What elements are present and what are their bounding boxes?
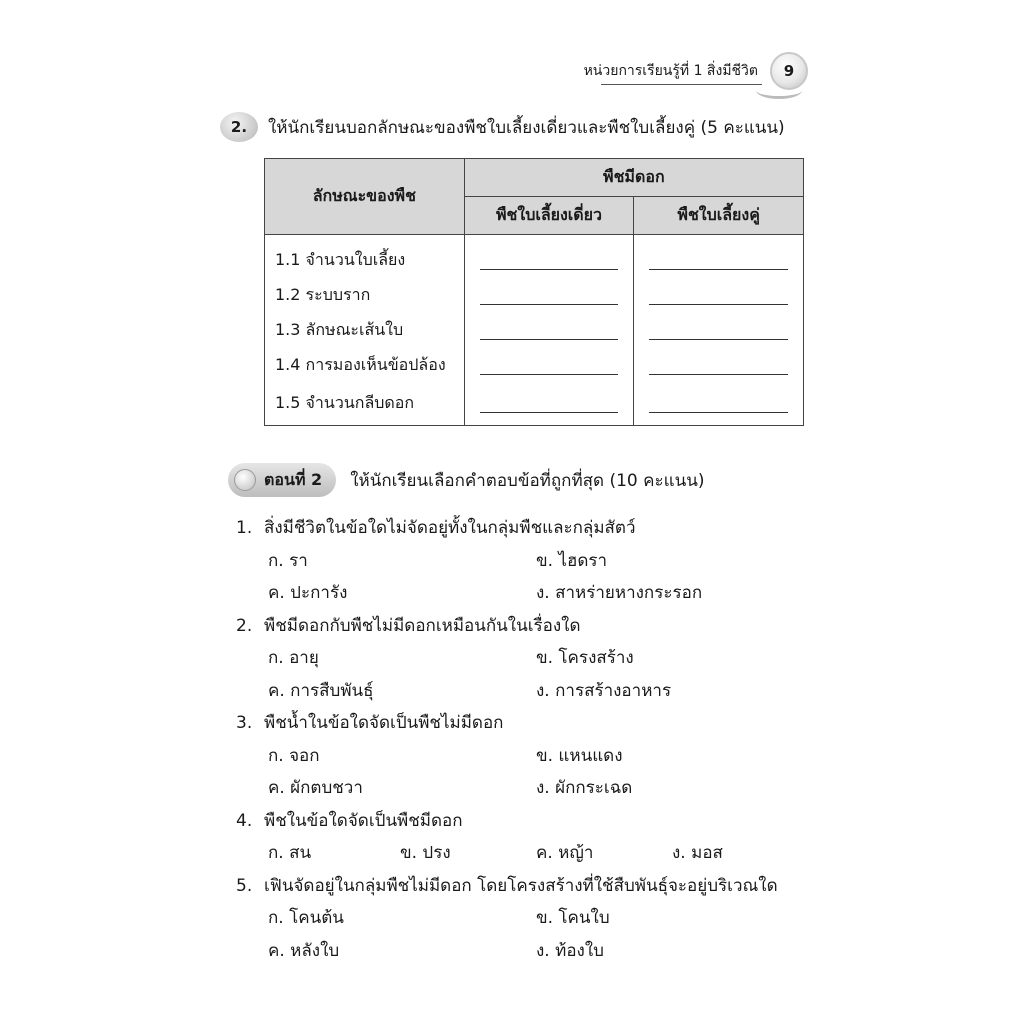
option-c[interactable]: ค. การสืบพันธุ์ [268, 680, 374, 701]
question-3 [236, 707, 816, 740]
option-b[interactable]: ข. โครงสร้าง [536, 648, 634, 668]
answer-blank[interactable] [649, 356, 788, 375]
options-row [236, 935, 816, 968]
question-number: 5. [236, 875, 253, 896]
option-c[interactable]: ค. ผักตบชวา [268, 778, 363, 798]
option-b[interactable]: ข. ปรง [400, 843, 451, 863]
option-a[interactable]: ก. อายุ [268, 648, 319, 668]
q2-header [220, 112, 785, 142]
option-b[interactable]: ข. ไฮดรา [536, 550, 608, 571]
answer-blank[interactable] [480, 251, 619, 270]
page-number: 9 [770, 52, 808, 90]
option-d[interactable]: ง. การสร้างอาหาร [536, 680, 672, 701]
question-text: พืชในข้อใดจัดเป็นพืชมีดอก [264, 810, 463, 831]
table-header-dicot: พืชใบเลี้ยงคู่ [634, 197, 804, 235]
row-label: 1.2 ระบบราก [265, 278, 465, 313]
table-header-flowering: พืชมีดอก [464, 159, 803, 197]
row-label: 1.1 จำนวนใบเลี้ยง [265, 235, 465, 279]
q2-instruction: ให้นักเรียนบอกลักษณะของพืชใบเลี้ยงเดี่ยวและพืชใบเลี้ยงคู่ (5 คะแนน) [268, 117, 785, 138]
option-a[interactable]: ก. โคนต้น [268, 908, 344, 928]
chapter-title: หน่วยการเรียนรู้ที่ 1 สิ่งมีชีวิต [583, 63, 758, 79]
q2-number-badge: 2. [220, 112, 258, 142]
table-row [265, 383, 804, 425]
question-text: สิ่งมีชีวิตในข้อใดไม่จัดอยู่ทั้งในกลุ่มพืชและกลุ่มสัตว์ [264, 518, 636, 538]
options-row [236, 545, 816, 578]
question-text: เฟินจัดอยู่ในกลุ่มพืชไม่มีดอก โดยโครงสร้างที่ใช้สืบพันธุ์จะอยู่บริเวณใด [264, 875, 778, 896]
options-row [236, 837, 816, 870]
question-5 [236, 870, 816, 903]
bullet-icon [234, 469, 256, 491]
option-d[interactable]: ง. มอส [672, 843, 723, 863]
options-row [236, 577, 816, 610]
answer-blank[interactable] [480, 286, 619, 305]
option-c[interactable]: ค. ปะการัง [268, 583, 348, 603]
table-row [265, 348, 804, 383]
options-row [236, 772, 816, 805]
part2-label: ตอนที่ 2 [264, 469, 323, 489]
part2-badge [228, 463, 336, 497]
option-c[interactable]: ค. หลังใบ [268, 940, 340, 961]
part2-header [228, 463, 704, 497]
options-row [236, 642, 816, 675]
question-number: 1. [236, 518, 253, 538]
table-row [265, 313, 804, 348]
row-label: 1.5 จำนวนกลีบดอก [265, 383, 465, 425]
question-1 [236, 512, 816, 545]
question-4 [236, 805, 816, 838]
option-d[interactable]: ง. ท้องใบ [536, 940, 604, 961]
option-d[interactable]: ง. ผักกระเฉด [536, 778, 633, 798]
part2-instruction: ให้นักเรียนเลือกคำตอบข้อที่ถูกที่สุด (10 คะแนน) [350, 470, 705, 491]
table-row [265, 278, 804, 313]
answer-blank[interactable] [649, 321, 788, 340]
answer-blank[interactable] [480, 321, 619, 340]
table-header-monocot: พืชใบเลี้ยงเดี่ยว [464, 197, 634, 235]
option-c[interactable]: ค. หญ้า [536, 843, 594, 863]
question-2 [236, 610, 816, 643]
row-label: 1.3 ลักษณะเส้นใบ [265, 313, 465, 348]
question-number: 2. [236, 615, 253, 636]
answer-blank[interactable] [649, 394, 788, 413]
question-list [236, 512, 816, 967]
question-text: พืชมีดอกกับพืชไม่มีดอกเหมือนกันในเรื่องใด [264, 615, 581, 636]
question-number: 4. [236, 810, 253, 831]
option-b[interactable]: ข. แหนแดง [536, 745, 623, 766]
options-row [236, 902, 816, 935]
plant-comparison-table [264, 158, 804, 426]
question-text: พืชน้ำในข้อใดจัดเป็นพืชไม่มีดอก [264, 713, 504, 733]
table-header-plant-traits: ลักษณะของพืช [265, 159, 465, 235]
row-label: 1.4 การมองเห็นข้อปล้อง [265, 348, 465, 383]
page-header [583, 52, 810, 92]
question-number: 3. [236, 713, 253, 733]
header-rule [601, 84, 762, 85]
options-row [236, 740, 816, 773]
option-b[interactable]: ข. โคนใบ [536, 908, 610, 928]
answer-blank[interactable] [649, 286, 788, 305]
option-a[interactable]: ก. รา [268, 550, 308, 571]
answer-blank[interactable] [649, 251, 788, 270]
option-a[interactable]: ก. จอก [268, 745, 320, 766]
table-row [265, 235, 804, 279]
options-row [236, 675, 816, 708]
option-a[interactable]: ก. สน [268, 843, 312, 863]
answer-blank[interactable] [480, 394, 619, 413]
option-d[interactable]: ง. สาหร่ายหางกระรอก [536, 583, 703, 603]
answer-blank[interactable] [480, 356, 619, 375]
